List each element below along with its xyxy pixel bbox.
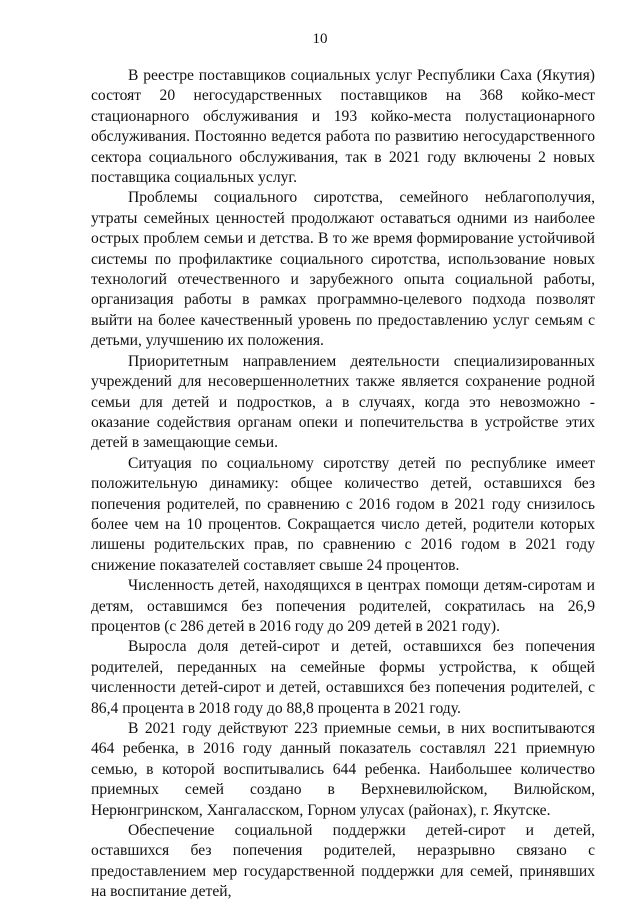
paragraph-family-placement-share: Выросла доля детей-сирот и детей, оставшихся без попечения родителей, переданных на семейные формы устройства, к общей численности детей-сирот и детей, оставшихся без попечения родителей, с 86,4 процента в 2018 году до 88,8 процента в 2021 году. bbox=[91, 638, 595, 717]
paragraph-state-support: Обеспечение социальной поддержки детей-сирот и детей, оставшихся без попечения родителей, неразрывно связано с предоставлением мер государственной поддержки для семей, принявших на воспитание детей, bbox=[91, 822, 595, 901]
page-number: 10 bbox=[312, 31, 328, 47]
paragraph-children-in-centers: Численность детей, находящихся в центрах помощи детям-сиротам и детям, оставшимся без попечения родителей, сократилась на 26,9 процентов (с 286 детей в 2016 году до 209 детей в 2021 году). bbox=[91, 577, 595, 635]
paragraph-social-orphanhood-problems: Проблемы социального сиротства, семейного неблагополучия, утраты семейных ценностей продолжают оставаться одними из наиболее острых проблем семьи и детства. В то же время формирование устойчивой системы по профилактике социального сиротства, использование новых технологий отечественного и зарубежного опыта социальной работы, организация работы в рамках программно-целевого подхода позволят выйти на более качественный уровень по предоставлению услуг семьям с детьми, улучшению их положения. bbox=[91, 189, 595, 350]
paragraph-foster-families: В 2021 году действуют 223 приемные семьи, в них воспитываются 464 ребенка, в 2016 году данный показатель составлял 221 приемную семью, в которой воспитывались 644 ребенка. Наибольшее количество приемных семей создано в Верхневилюйском, Вилюйском, Нерюнгринском, Хангаласском, Горном улусах (районах), г. Якутске. bbox=[91, 720, 595, 819]
document-body bbox=[91, 66, 595, 903]
paragraph-social-service-providers: В реестре поставщиков социальных услуг Республики Саха (Якутия) состоят 20 негосударственных поставщиков на 368 койко-мест стационарного обслуживания и 193 койко-места полустационарного обслуживания. Постоянно ведется работа по развитию негосударственного сектора социального обслуживания, так в 2021 году включены 2 новых поставщика социальных услуг. bbox=[91, 67, 595, 187]
paragraph-orphanhood-situation: Ситуация по социальному сиротству детей по республике имеет положительную динамику: общее количество детей, оставшихся без попечения родителей, по сравнению с 2016 годом в 2021 году снизилось более чем на 10 процентов. Сокращается число детей, родители которых лишены родительских прав, по сравнению с 2016 годом в 2021 году снижение показателей составляет свыше 24 процентов. bbox=[91, 454, 595, 574]
paragraph-priority-direction: Приоритетным направлением деятельности специализированных учреждений для несовершеннолетних также является сохранение родной семьи для детей и подростков, а в случаях, когда это невозможно - оказание содействия органам опеки и попечительства в устройстве этих детей в замещающие семьи. bbox=[91, 352, 595, 452]
